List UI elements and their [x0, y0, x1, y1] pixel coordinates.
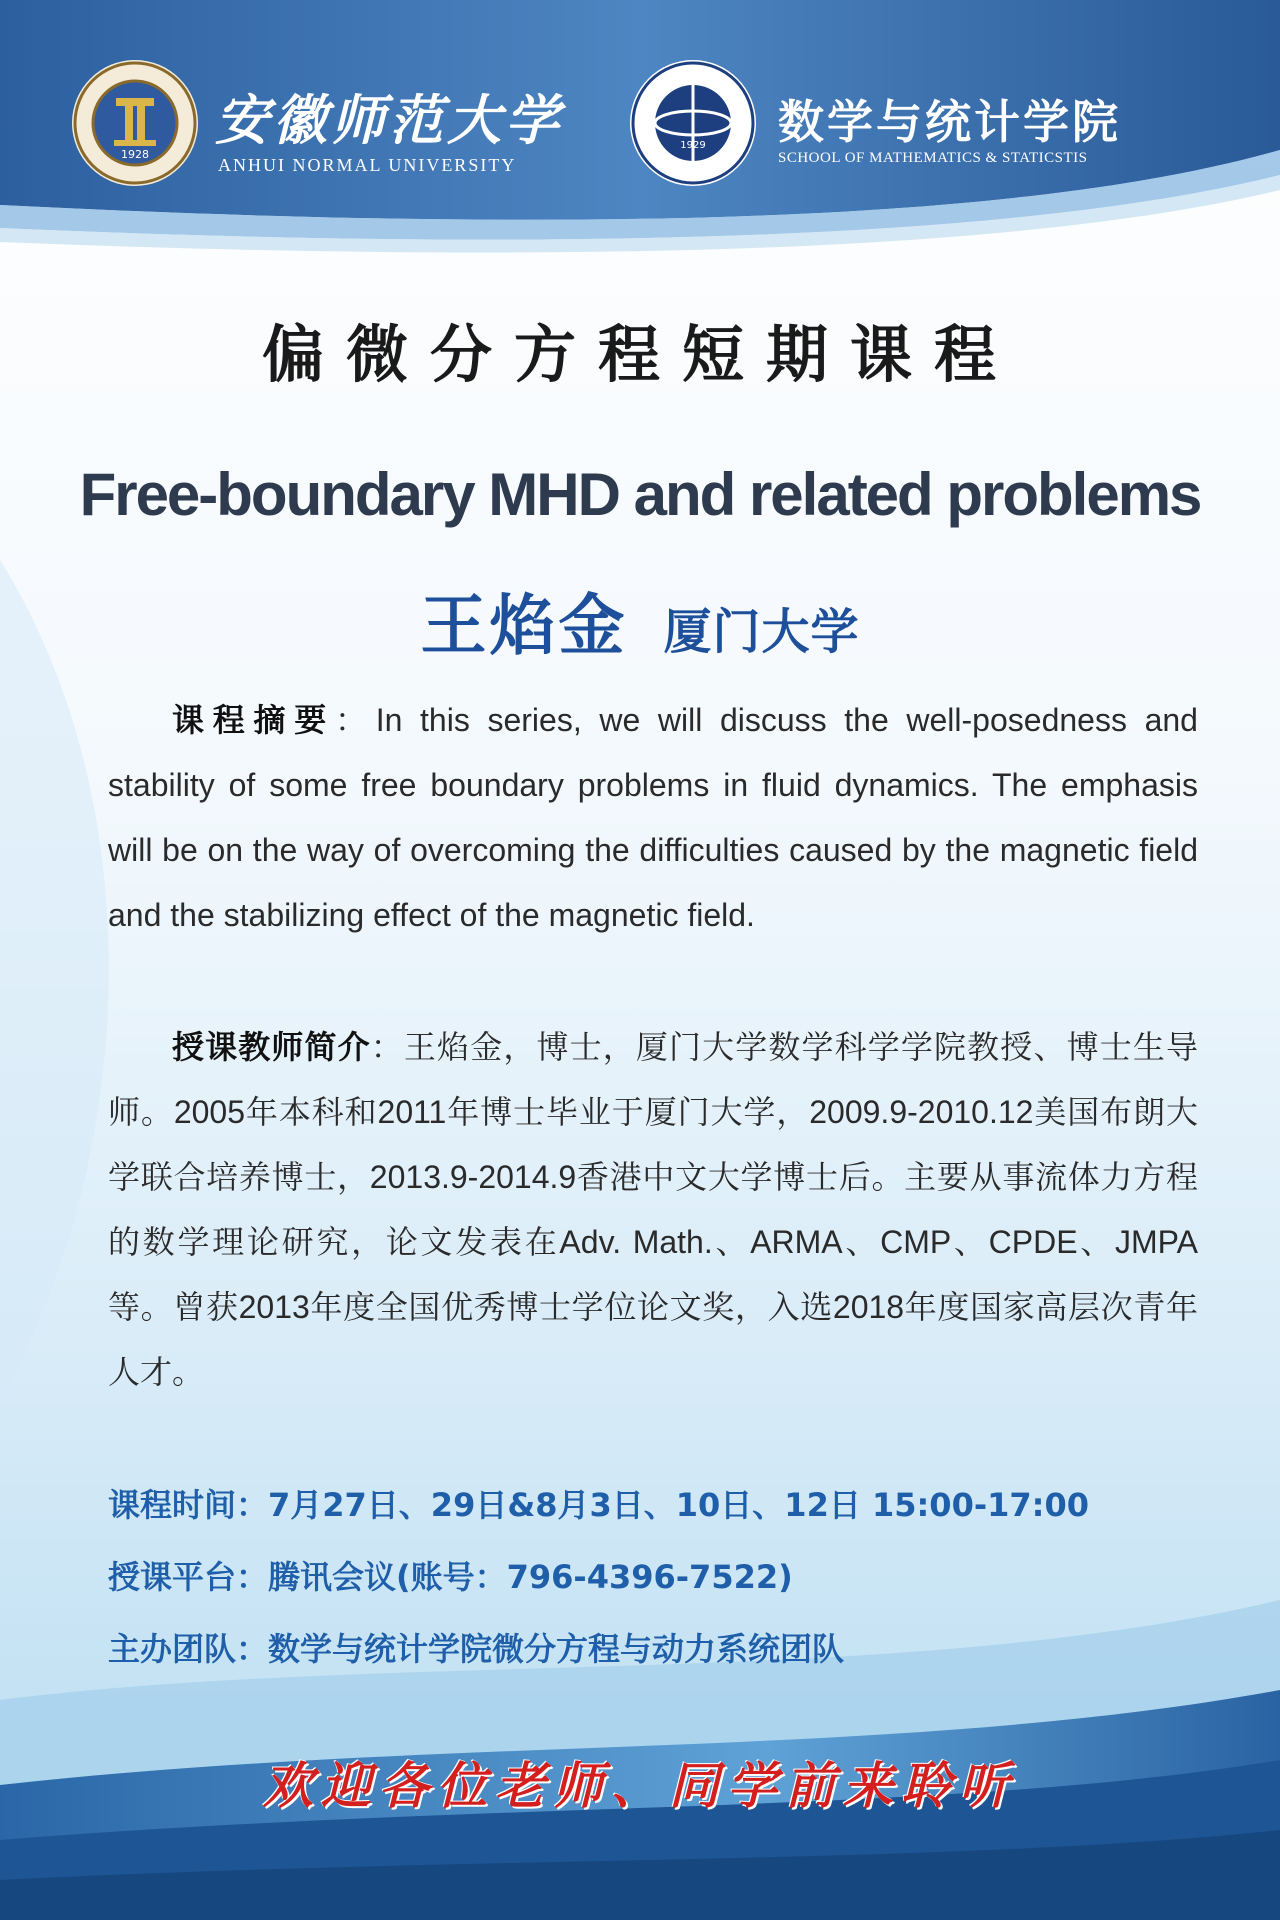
- bio-label: 授课教师简介: [172, 1029, 371, 1065]
- university-name-cn: 安徽师范大学: [215, 88, 563, 152]
- abstract-text: ：In this series, we will discuss the well-posedness and stability of some free boundary problems in fluid dynamics. The emphasis will be on the way of overcoming the difficulties caused by the magnetic field and the stabilizing effect of the magnetic field.: [108, 702, 1198, 933]
- welcome-slogan: 欢迎各位老师、同学前来聆听: [263, 1756, 1017, 1815]
- course-platform: 授课平台：腾讯会议(账号：796-4396-7522): [108, 1558, 793, 1596]
- school-name-en: SCHOOL OF MATHEMATICS & STATICSTIS: [778, 150, 1088, 166]
- course-title: 偏微分方程短期课程: [261, 318, 1018, 391]
- organizing-team: 主办团队：数学与统计学院微分方程与动力系统团队: [108, 1630, 845, 1668]
- talk-title: Free-boundary MHD and related problems: [79, 461, 1201, 528]
- university-name-en: ANHUI NORMAL UNIVERSITY: [218, 155, 517, 175]
- speaker-line: [0, 572, 1280, 667]
- course-time: 课程时间：7月27日、29日&8月3日、10日、12日 15:00-17:00: [108, 1486, 1089, 1524]
- speaker-institution: 厦门大学: [663, 604, 860, 660]
- speaker-name: 王焰金: [420, 587, 628, 664]
- header: [0, 0, 1280, 240]
- bio-text: ：王焰金，博士，厦门大学数学科学学院教授、博士生导师。2005年本科和2011年博士毕业于厦门大学，2009.9-2010.12美国布朗大学联合培养博士，2013.9-2014.9香港中文大学博士后。主要从事流体力方程的数学理论研究，论文发表在Adv. Math.、ARMA、CMP、CPDE、JMPA等。曾获2013年度全国优秀博士学位论文奖，入选2018年度国家高层次青年人才。: [108, 1029, 1198, 1390]
- school-name-cn: 数学与统计学院: [778, 95, 1121, 149]
- abstract-label: 课程摘要: [172, 702, 335, 738]
- abstract-paragraph: [108, 688, 1198, 948]
- school-seal-logo: [628, 58, 758, 188]
- bio-paragraph: [108, 1015, 1198, 1405]
- school-seal-year: 1929: [680, 140, 706, 151]
- university-seal-year: 1928: [121, 148, 149, 161]
- university-seal-logo: [70, 58, 200, 188]
